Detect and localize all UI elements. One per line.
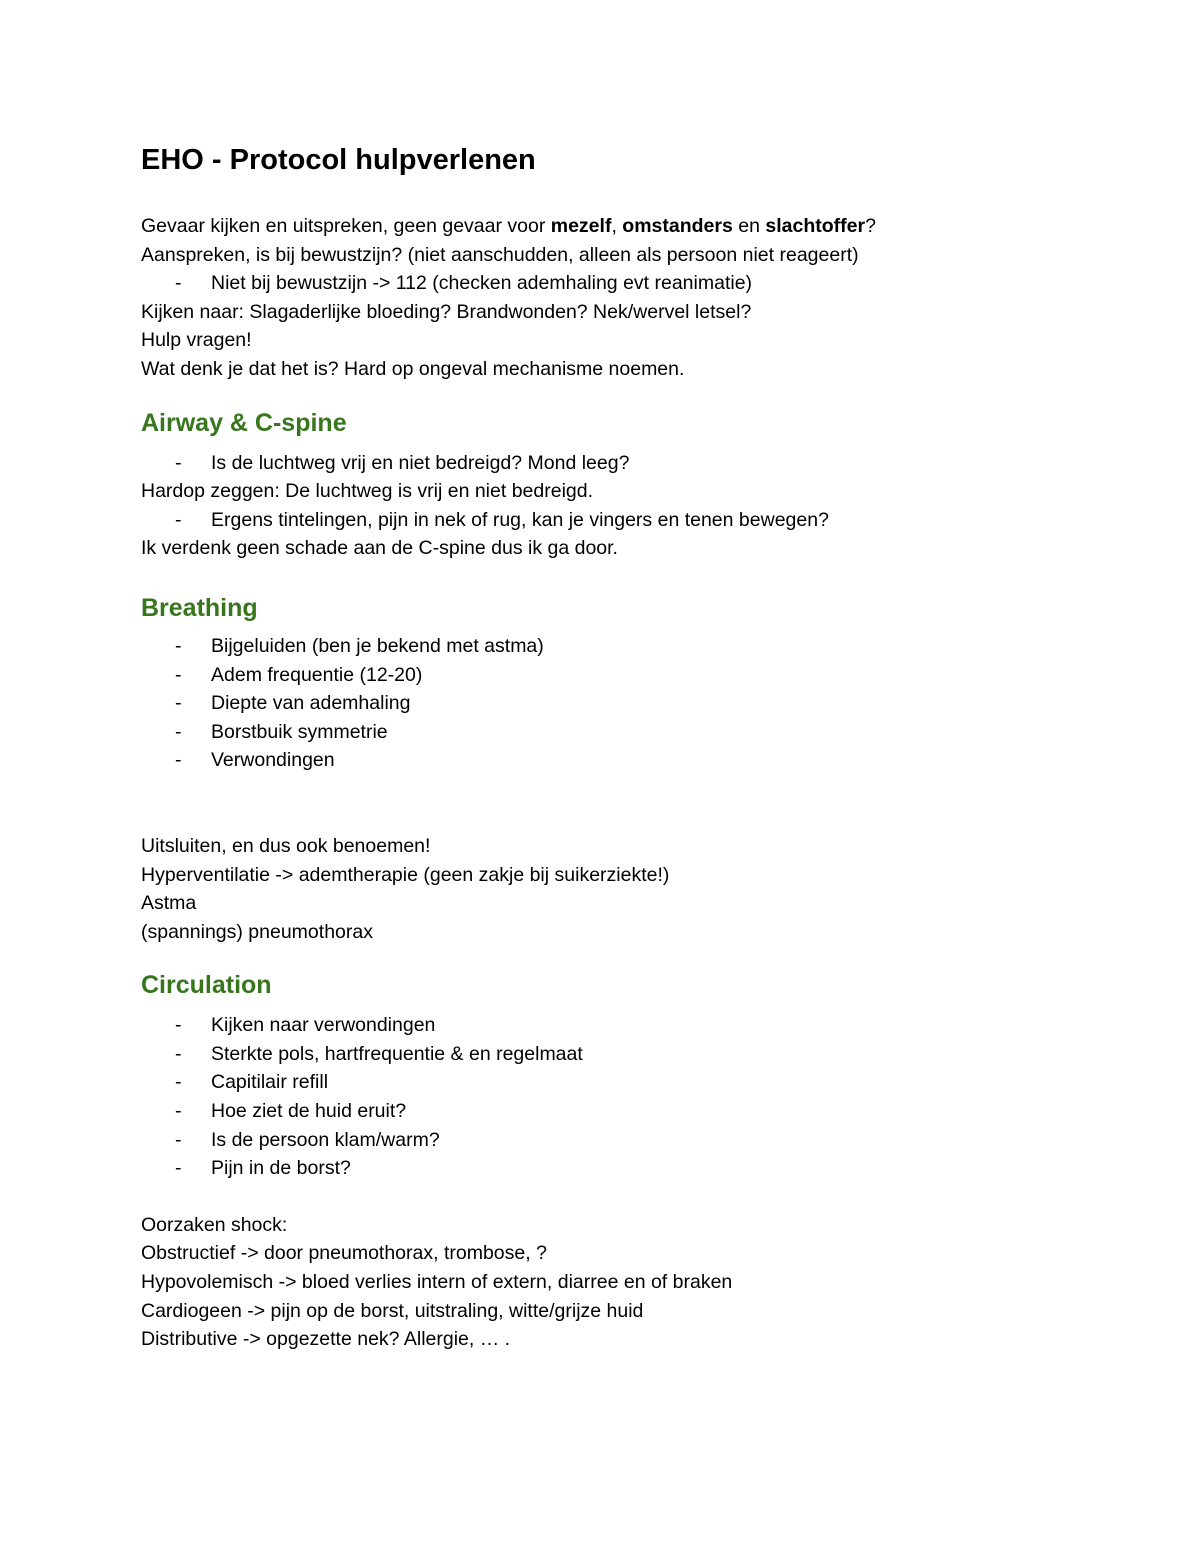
breathing-line: (spannings) pneumothorax	[141, 920, 373, 943]
bullet-dash: -	[175, 1157, 182, 1180]
list-item-text: Is de persoon klam/warm?	[211, 1128, 440, 1151]
airway-line-hardop: Hardop zeggen: De luchtweg is vrij en niet bedreigd.	[141, 480, 594, 503]
section-heading-circulation: Circulation	[141, 971, 272, 1000]
intro-separator: en	[732, 215, 766, 237]
intro-line-danger	[141, 212, 1101, 241]
list-item	[141, 1154, 1101, 1183]
list-item-text: Niet bij bewustzijn -> 112 (checken ademhaling evt reanimatie)	[211, 272, 753, 295]
bullet-dash: -	[175, 634, 182, 657]
document-content	[141, 139, 1101, 1354]
list-item-text: Kijken naar verwondingen	[211, 1014, 436, 1037]
list-item	[141, 689, 1101, 718]
list-item	[141, 1011, 1101, 1040]
bullet-dash: -	[175, 1100, 182, 1123]
intro-line-hulp: Hulp vragen!	[141, 329, 252, 352]
list-item-text: Sterkte pols, hartfrequentie & en regelmaat	[211, 1042, 583, 1065]
bullet-dash: -	[175, 508, 182, 531]
bullet-dash: -	[175, 1071, 182, 1094]
list-item-text: Is de luchtweg vrij en niet bedreigd? Mond leeg?	[211, 451, 630, 474]
bullet-dash: -	[175, 720, 182, 743]
intro-line-mechanisme: Wat denk je dat het is? Hard op ongeval mechanisme noemen.	[141, 357, 685, 380]
list-item-text: Pijn in de borst?	[211, 1157, 351, 1180]
list-item	[141, 1040, 1101, 1069]
section-heading-airway: Airway & C-spine	[141, 408, 347, 437]
bullet-dash: -	[175, 451, 182, 474]
list-item-text: Adem frequentie (12-20)	[211, 663, 423, 686]
intro-line-kijken: Kijken naar: Slagaderlijke bloeding? Brandwonden? Nek/wervel letsel?	[141, 300, 752, 323]
circulation-line: Hypovolemisch -> bloed verlies intern of extern, diarree en of braken	[141, 1271, 733, 1294]
list-item	[141, 632, 1101, 661]
list-item-text: Borstbuik symmetrie	[211, 720, 388, 743]
bullet-dash: -	[175, 1128, 182, 1151]
intro-bold-mezelf: mezelf	[550, 215, 612, 237]
bullet-dash: -	[175, 692, 182, 715]
circulation-line: Obstructief -> door pneumothorax, trombose, ?	[141, 1242, 547, 1265]
circulation-line: Oorzaken shock:	[141, 1213, 288, 1236]
list-item-text: Bijgeluiden (ben je bekend met astma)	[211, 634, 544, 657]
list-item	[141, 746, 1101, 775]
intro-text: Gevaar kijken en uitspreken, geen gevaar voor	[141, 215, 551, 237]
circulation-line: Cardiogeen -> pijn op de borst, uitstraling, witte/grijze huid	[141, 1299, 644, 1322]
intro-separator: ,	[611, 215, 623, 237]
list-item-text: Hoe ziet de huid eruit?	[211, 1100, 407, 1123]
intro-bold-slachtoffer: slachtoffer	[765, 215, 866, 237]
circulation-line: Distributive -> opgezette nek? Allergie, … .	[141, 1328, 511, 1351]
list-item-text: Verwondingen	[211, 749, 335, 772]
list-item	[141, 506, 1101, 535]
bullet-dash: -	[175, 1042, 182, 1065]
list-item-text: Capitilair refill	[211, 1071, 329, 1094]
bullet-dash: -	[175, 1014, 182, 1037]
list-item	[141, 718, 1101, 747]
breathing-line: Uitsluiten, en dus ook benoemen!	[141, 834, 431, 857]
list-item	[141, 1126, 1101, 1155]
intro-line-aanspreken: Aanspreken, is bij bewustzijn? (niet aanschudden, alleen als persoon niet reageert)	[141, 243, 859, 266]
list-item	[141, 1068, 1101, 1097]
intro-text: ?	[865, 215, 876, 237]
list-item-text: Ergens tintelingen, pijn in nek of rug, kan je vingers en tenen bewegen?	[211, 508, 829, 531]
bullet-dash: -	[175, 272, 182, 295]
list-item	[141, 661, 1101, 690]
breathing-line: Astma	[141, 892, 197, 915]
list-item	[141, 1097, 1101, 1126]
list-item	[141, 269, 1101, 298]
page-title: EHO - Protocol hulpverlenen	[141, 144, 536, 176]
section-heading-breathing: Breathing	[141, 593, 258, 622]
breathing-line: Hyperventilatie -> ademtherapie (geen zakje bij suikerziekte!)	[141, 863, 670, 886]
airway-line-verdenk: Ik verdenk geen schade aan de C-spine dus ik ga door.	[141, 537, 618, 560]
intro-bold-omstanders: omstanders	[622, 215, 733, 237]
bullet-dash: -	[175, 749, 182, 772]
bullet-dash: -	[175, 663, 182, 686]
list-item	[141, 449, 1101, 478]
list-item-text: Diepte van ademhaling	[211, 692, 411, 715]
